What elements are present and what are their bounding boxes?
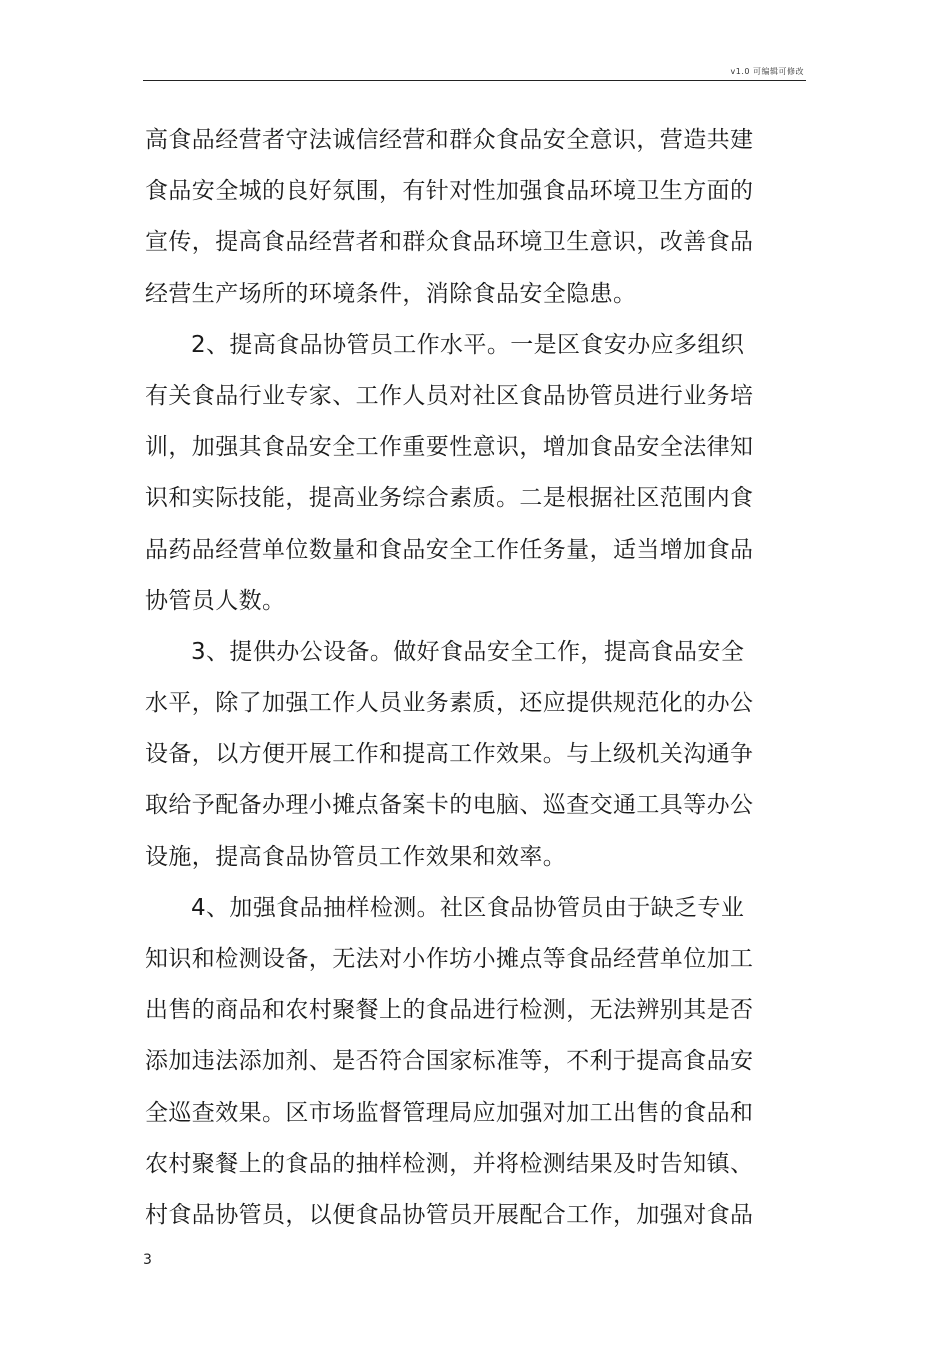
body-text-line: 高食品经营者守法诚信经营和群众食品安全意识，营造共建 <box>145 127 754 153</box>
paragraph-start-line: 2、提高食品协管员工作水平。一是区食安办应多组织 <box>191 331 745 358</box>
header-version-note: v1.0 可编辑可修改 <box>730 67 804 76</box>
body-text-line: 品药品经营单位数量和食品安全工作任务量，适当增加食品 <box>145 536 754 563</box>
body-text-line: 知识和检测设备，无法对小作坊小摊点等食品经营单位加工 <box>145 946 754 972</box>
body-text-line: 添加违法添加剂、是否符合国家标准等，不利于提高食品安 <box>145 1048 754 1075</box>
paragraph-start-line: 4、加强食品抽样检测。社区食品协管员由于缺乏专业 <box>191 894 745 921</box>
body-text-line: 有关食品行业专家、工作人员对社区食品协管员进行业务培 <box>145 382 754 409</box>
paragraph-start-line: 3、提供办公设备。做好食品安全工作，提高食品安全 <box>191 638 745 665</box>
body-text-line: 水平，除了加强工作人员业务素质，还应提供规范化的办公 <box>145 690 754 717</box>
body-text-line: 设施，提高食品协管员工作效果和效率。 <box>145 843 567 870</box>
page-number: 3 <box>143 1252 152 1268</box>
body-text-line: 全巡查效果。区市场监督管理局应加强对加工出售的食品和 <box>145 1099 754 1126</box>
body-text-line: 村食品协管员，以便食品协管员开展配合工作，加强对食品 <box>145 1201 754 1228</box>
body-text-line: 食品安全城的良好氛围，有针对性加强食品环境卫生方面的 <box>145 178 754 205</box>
body-text-line: 出售的商品和农村聚餐上的食品进行检测，无法辨别其是否 <box>145 997 754 1024</box>
body-text-line: 取给予配备办理小摊点备案卡的电脑、巡查交通工具等办公 <box>145 792 754 819</box>
body-text-line: 设备，以方便开展工作和提高工作效果。与上级机关沟通争 <box>145 741 754 768</box>
body-text-line: 农村聚餐上的食品的抽样检测，并将检测结果及时告知镇、 <box>145 1150 754 1177</box>
body-text-line: 协管员人数。 <box>145 587 286 614</box>
body-text-line: 宣传，提高食品经营者和群众食品环境卫生意识，改善食品 <box>145 229 754 256</box>
body-text-line: 识和实际技能，提高业务综合素质。二是根据社区范围内食 <box>145 485 754 512</box>
body-text-line: 训，加强其食品安全工作重要性意识，增加食品安全法律知 <box>145 434 754 461</box>
body-text-line: 经营生产场所的环境条件，消除食品安全隐患。 <box>145 280 637 307</box>
header-rule <box>143 80 806 81</box>
document-body <box>145 115 754 1241</box>
